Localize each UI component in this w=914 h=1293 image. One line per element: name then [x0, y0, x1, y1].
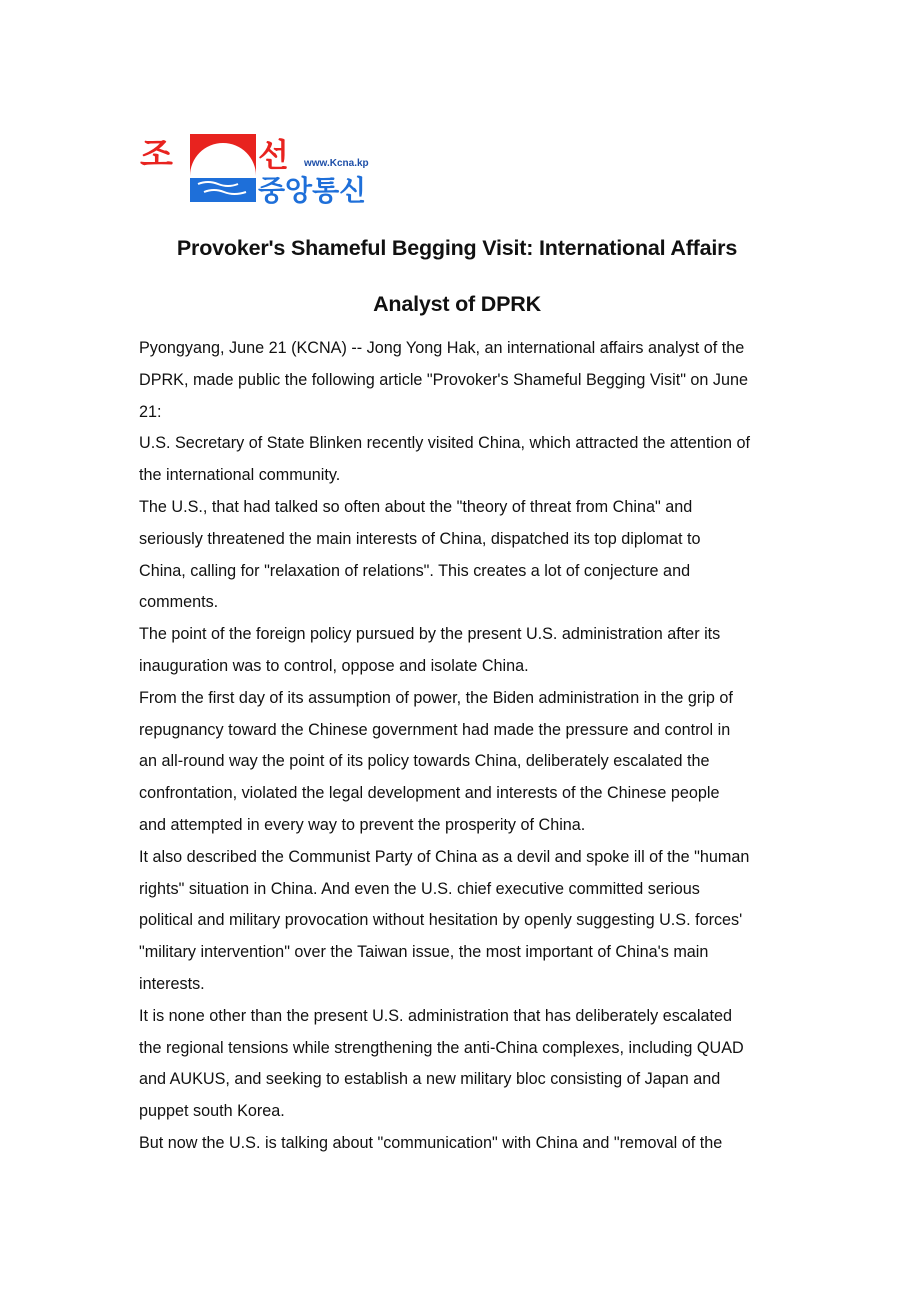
paragraph	[139, 428, 799, 492]
text-line: The point of the foreign policy pursued by the present U.S. administration after its	[139, 625, 721, 644]
text-line: repugnancy toward the Chinese government had made the pressure and control in	[139, 720, 731, 739]
text-line: From the first day of its assumption of power, the Biden administration in the grip of	[139, 688, 733, 707]
text-line: interests.	[139, 974, 205, 993]
text-line: and AUKUS, and seeking to establish a new military bloc consisting of Japan and	[139, 1070, 721, 1089]
svg-text:선: 선	[258, 136, 289, 174]
text-line: and attempted in every way to prevent the prosperity of China.	[139, 815, 586, 834]
text-line: puppet south Korea.	[139, 1102, 285, 1121]
text-line: confrontation, violated the legal development and interests of the Chinese people	[139, 784, 720, 803]
text-line: DPRK, made public the following article "Provoker's Shameful Begging Visit" on June	[139, 370, 749, 389]
text-line: comments.	[139, 593, 219, 612]
text-line: It is none other than the present U.S. administration that has deliberately escalated	[139, 1006, 732, 1025]
text-line: inauguration was to control, oppose and isolate China.	[139, 656, 529, 675]
article-title-line-1: Provoker's Shameful Begging Visit: International Affairs	[176, 236, 738, 260]
text-line: an all-round way the point of its policy towards China, deliberately escalated the	[139, 752, 710, 771]
paragraph	[139, 842, 799, 1001]
article-title-line-2: Analyst of DPRK	[373, 292, 541, 316]
text-line: China, calling for "relaxation of relations". This creates a lot of conjecture and	[139, 561, 691, 580]
paragraph	[139, 1128, 799, 1160]
text-line: 21:	[139, 402, 162, 421]
text-line: the international community.	[139, 466, 341, 485]
paragraph	[139, 333, 799, 428]
paragraph	[139, 683, 799, 842]
text-line: the regional tensions while strengthening the anti-China complexes, including QUAD	[139, 1038, 744, 1057]
text-line: But now the U.S. is talking about "communication" with China and "removal of the	[139, 1133, 723, 1152]
svg-text:조: 조	[140, 135, 173, 175]
text-line: Pyongyang, June 21 (KCNA) -- Jong Yong Hak, an international affairs analyst of the	[139, 339, 745, 357]
kcna-logo	[138, 128, 388, 206]
paragraph	[139, 619, 799, 683]
paragraph	[139, 492, 799, 619]
article-body	[139, 333, 799, 1160]
paragraph	[139, 1001, 799, 1128]
text-line: It also described the Communist Party of China as a devil and spoke ill of the "human	[139, 847, 750, 866]
text-line: rights" situation in China. And even the U.S. chief executive committed serious	[139, 879, 700, 898]
text-line: U.S. Secretary of State Blinken recently visited China, which attracted the attention of	[139, 434, 750, 453]
text-line: seriously threatened the main interests of China, dispatched its top diplomat to	[139, 529, 701, 548]
text-line: "military intervention" over the Taiwan issue, the most important of China's main	[139, 943, 709, 962]
text-line: political and military provocation without hesitation by openly suggesting U.S. forces'	[139, 911, 743, 930]
svg-text:중앙통신: 중앙통신	[258, 174, 367, 206]
text-line: The U.S., that had talked so often about the "theory of threat from China" and	[139, 497, 693, 516]
svg-text:www.Kcna.kp: www.Kcna.kp	[304, 158, 369, 169]
